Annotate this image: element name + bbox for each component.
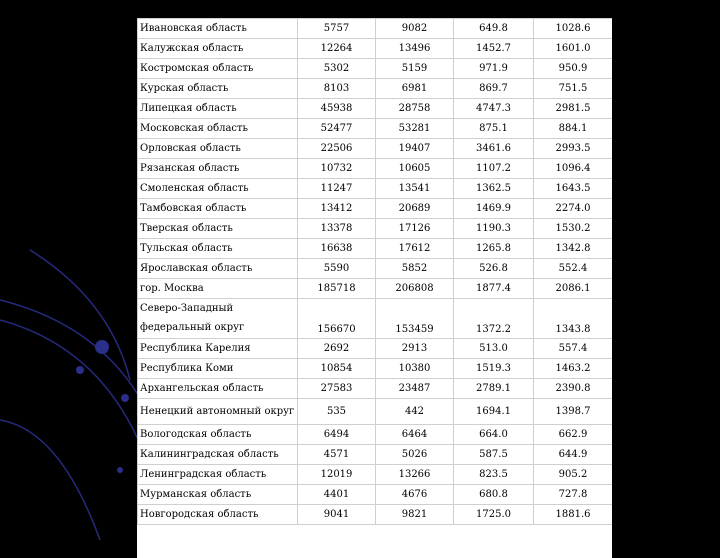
value-1-cell: 535 xyxy=(298,399,376,425)
statistics-table-panel xyxy=(137,18,612,558)
value-4-cell: 1463.2 xyxy=(534,359,613,379)
value-4-cell: 662.9 xyxy=(534,425,613,445)
value-2-cell: 10380 xyxy=(376,359,454,379)
table-row xyxy=(138,139,613,159)
value-4-cell: 950.9 xyxy=(534,59,613,79)
value-3-cell: 664.0 xyxy=(454,425,534,445)
value-2-cell: 2913 xyxy=(376,339,454,359)
table-row xyxy=(138,399,613,425)
value-1-cell: 27583 xyxy=(298,379,376,399)
value-4-cell: 1398.7 xyxy=(534,399,613,425)
value-3-cell: 680.8 xyxy=(454,485,534,505)
value-2-cell: 442 xyxy=(376,399,454,425)
region-name-cell: гор. Москва xyxy=(138,279,298,299)
value-2-cell: 10605 xyxy=(376,159,454,179)
value-1-cell: 5757 xyxy=(298,19,376,39)
value-3-cell: 1107.2 xyxy=(454,159,534,179)
value-2-cell: 206808 xyxy=(376,279,454,299)
value-2-cell: 6464 xyxy=(376,425,454,445)
region-name-cell: Ленинградская область xyxy=(138,465,298,485)
value-3-cell: 1469.9 xyxy=(454,199,534,219)
table-row xyxy=(138,199,613,219)
value-4-cell: 905.2 xyxy=(534,465,613,485)
value-2-cell: 20689 xyxy=(376,199,454,219)
value-3-cell: 1725.0 xyxy=(454,505,534,525)
table-row xyxy=(138,379,613,399)
value-2-cell: 6981 xyxy=(376,79,454,99)
value-1-cell: 12264 xyxy=(298,39,376,59)
table-row xyxy=(138,59,613,79)
table-row xyxy=(138,219,613,239)
region-name-cell: Курская область xyxy=(138,79,298,99)
region-name-cell: Архангельская область xyxy=(138,379,298,399)
value-2-cell: 23487 xyxy=(376,379,454,399)
value-1-cell: 12019 xyxy=(298,465,376,485)
table-row xyxy=(138,119,613,139)
value-4-cell: 727.8 xyxy=(534,485,613,505)
value-1-cell: 8103 xyxy=(298,79,376,99)
value-4-cell: 2981.5 xyxy=(534,99,613,119)
region-name-cell: Тверская область xyxy=(138,219,298,239)
region-name-cell: Республика Коми xyxy=(138,359,298,379)
region-name-cell: Калужская область xyxy=(138,39,298,59)
value-4-cell: 2390.8 xyxy=(534,379,613,399)
value-1-cell: 45938 xyxy=(298,99,376,119)
region-name-cell: Ярославская область xyxy=(138,259,298,279)
region-name-cell: Липецкая область xyxy=(138,99,298,119)
region-name-cell: Калининградская область xyxy=(138,445,298,465)
value-2-cell: 9821 xyxy=(376,505,454,525)
value-3-cell: 2789.1 xyxy=(454,379,534,399)
value-3-cell: 1362.5 xyxy=(454,179,534,199)
table-row xyxy=(138,425,613,445)
table-row xyxy=(138,445,613,465)
value-3-cell: 513.0 xyxy=(454,339,534,359)
value-1-cell: 4401 xyxy=(298,485,376,505)
regional-statistics-table xyxy=(137,18,612,525)
value-3-cell: 823.5 xyxy=(454,465,534,485)
table-row xyxy=(138,299,613,339)
region-name-cell: Орловская область xyxy=(138,139,298,159)
table-row xyxy=(138,465,613,485)
value-1-cell: 156670 xyxy=(298,299,376,339)
value-2-cell: 153459 xyxy=(376,299,454,339)
value-2-cell: 9082 xyxy=(376,19,454,39)
value-2-cell: 5026 xyxy=(376,445,454,465)
value-3-cell: 1190.3 xyxy=(454,219,534,239)
value-2-cell: 19407 xyxy=(376,139,454,159)
value-1-cell: 5590 xyxy=(298,259,376,279)
table-row xyxy=(138,99,613,119)
value-2-cell: 13266 xyxy=(376,465,454,485)
table-row xyxy=(138,39,613,59)
value-4-cell: 1601.0 xyxy=(534,39,613,59)
value-4-cell: 1343.8 xyxy=(534,299,613,339)
value-3-cell: 1877.4 xyxy=(454,279,534,299)
value-1-cell: 13412 xyxy=(298,199,376,219)
value-3-cell: 3461.6 xyxy=(454,139,534,159)
value-3-cell: 4747.3 xyxy=(454,99,534,119)
value-1-cell: 10732 xyxy=(298,159,376,179)
value-4-cell: 1643.5 xyxy=(534,179,613,199)
value-1-cell: 9041 xyxy=(298,505,376,525)
table-row xyxy=(138,159,613,179)
value-3-cell: 1452.7 xyxy=(454,39,534,59)
region-name-cell: Тульская область xyxy=(138,239,298,259)
value-2-cell: 17126 xyxy=(376,219,454,239)
value-4-cell: 557.4 xyxy=(534,339,613,359)
region-name-cell: Ненецкий автономный округ xyxy=(138,399,298,425)
value-1-cell: 22506 xyxy=(298,139,376,159)
region-name-cell: Московская область xyxy=(138,119,298,139)
table-row xyxy=(138,19,613,39)
value-3-cell: 1265.8 xyxy=(454,239,534,259)
value-1-cell: 10854 xyxy=(298,359,376,379)
region-name-cell: Северо-Западный федеральный округ xyxy=(138,299,298,339)
value-2-cell: 17612 xyxy=(376,239,454,259)
table-row xyxy=(138,505,613,525)
table-row xyxy=(138,339,613,359)
value-1-cell: 2692 xyxy=(298,339,376,359)
value-3-cell: 649.8 xyxy=(454,19,534,39)
value-4-cell: 751.5 xyxy=(534,79,613,99)
value-4-cell: 644.9 xyxy=(534,445,613,465)
value-3-cell: 526.8 xyxy=(454,259,534,279)
region-name-cell: Новгородская область xyxy=(138,505,298,525)
region-name-cell: Смоленская область xyxy=(138,179,298,199)
region-name-cell: Тамбовская область xyxy=(138,199,298,219)
value-4-cell: 552.4 xyxy=(534,259,613,279)
value-2-cell: 5852 xyxy=(376,259,454,279)
table-row xyxy=(138,279,613,299)
value-3-cell: 1519.3 xyxy=(454,359,534,379)
table-row xyxy=(138,79,613,99)
value-2-cell: 13541 xyxy=(376,179,454,199)
value-1-cell: 5302 xyxy=(298,59,376,79)
value-4-cell: 2086.1 xyxy=(534,279,613,299)
value-2-cell: 13496 xyxy=(376,39,454,59)
value-3-cell: 869.7 xyxy=(454,79,534,99)
value-3-cell: 1372.2 xyxy=(454,299,534,339)
value-1-cell: 4571 xyxy=(298,445,376,465)
value-4-cell: 1028.6 xyxy=(534,19,613,39)
table-row xyxy=(138,485,613,505)
value-1-cell: 185718 xyxy=(298,279,376,299)
region-name-cell: Республика Карелия xyxy=(138,339,298,359)
value-3-cell: 587.5 xyxy=(454,445,534,465)
region-name-cell: Вологодская область xyxy=(138,425,298,445)
region-name-cell: Мурманская область xyxy=(138,485,298,505)
value-2-cell: 53281 xyxy=(376,119,454,139)
value-4-cell: 2274.0 xyxy=(534,199,613,219)
value-2-cell: 5159 xyxy=(376,59,454,79)
value-2-cell: 4676 xyxy=(376,485,454,505)
value-3-cell: 1694.1 xyxy=(454,399,534,425)
table-row xyxy=(138,179,613,199)
value-3-cell: 875.1 xyxy=(454,119,534,139)
region-name-cell: Костромская область xyxy=(138,59,298,79)
value-2-cell: 28758 xyxy=(376,99,454,119)
value-4-cell: 884.1 xyxy=(534,119,613,139)
value-1-cell: 11247 xyxy=(298,179,376,199)
table-row xyxy=(138,259,613,279)
region-name-cell: Ивановская область xyxy=(138,19,298,39)
value-4-cell: 1530.2 xyxy=(534,219,613,239)
value-4-cell: 1881.6 xyxy=(534,505,613,525)
table-row xyxy=(138,239,613,259)
table-row xyxy=(138,359,613,379)
value-1-cell: 16638 xyxy=(298,239,376,259)
value-3-cell: 971.9 xyxy=(454,59,534,79)
region-name-cell: Рязанская область xyxy=(138,159,298,179)
value-4-cell: 2993.5 xyxy=(534,139,613,159)
value-1-cell: 13378 xyxy=(298,219,376,239)
value-4-cell: 1096.4 xyxy=(534,159,613,179)
value-1-cell: 52477 xyxy=(298,119,376,139)
value-1-cell: 6494 xyxy=(298,425,376,445)
value-4-cell: 1342.8 xyxy=(534,239,613,259)
